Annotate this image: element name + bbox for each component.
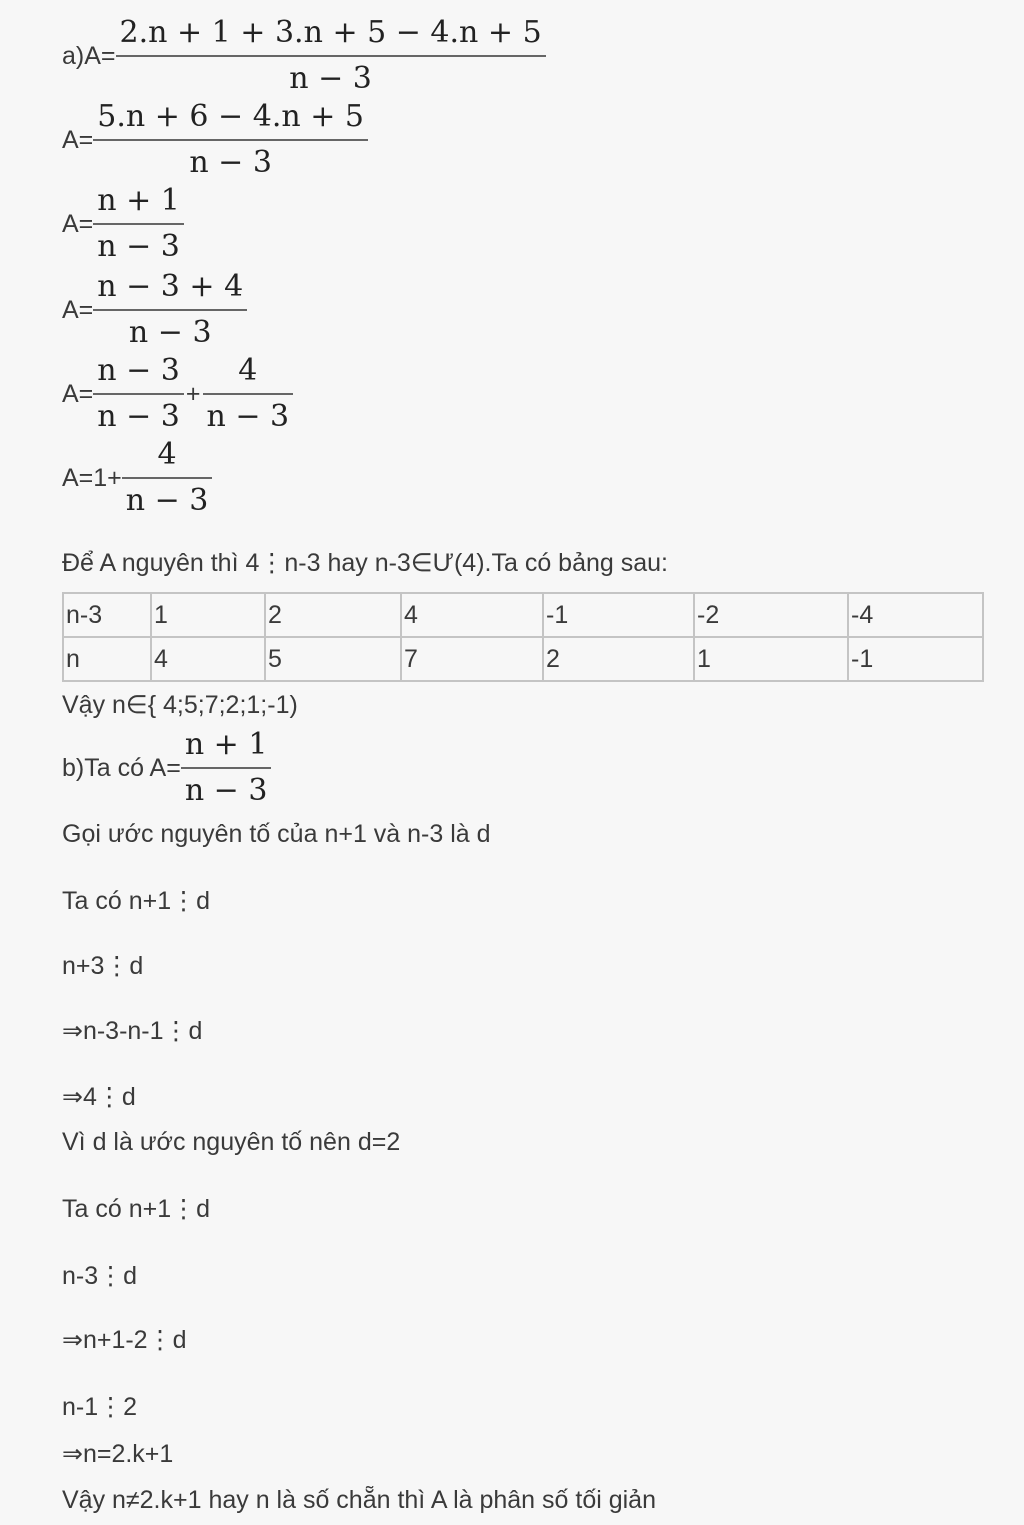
table-row bbox=[63, 593, 983, 637]
equation-lhs: a)A= bbox=[62, 41, 116, 70]
table-cell: -1 bbox=[543, 593, 694, 637]
conclusion-text: Vậy n∈{ 4;5;7;2;1;-1) bbox=[62, 691, 298, 719]
fraction-numerator: n − 3 bbox=[97, 353, 180, 388]
fraction-denominator: n − 3 bbox=[97, 229, 180, 264]
table-cell: 7 bbox=[401, 637, 543, 681]
fraction-denominator: n − 3 bbox=[128, 315, 212, 350]
fraction-numerator: 4 bbox=[238, 353, 258, 388]
fraction-denominator: n − 3 bbox=[125, 483, 209, 518]
fraction-bar bbox=[93, 223, 184, 225]
equation-lhs: A=1+ bbox=[62, 463, 122, 492]
fraction-bar bbox=[93, 139, 368, 141]
plus-sign: + bbox=[185, 379, 201, 408]
equation-step-3 bbox=[62, 182, 184, 266]
text-line: n+3⋮d bbox=[62, 952, 144, 980]
fraction bbox=[93, 268, 247, 352]
text-line: Ta có n+1⋮d bbox=[62, 1195, 211, 1223]
equation-part-b bbox=[62, 726, 271, 810]
fraction bbox=[116, 14, 546, 98]
fraction bbox=[122, 436, 213, 520]
table-cell: 1 bbox=[151, 593, 265, 637]
table-cell: n bbox=[63, 637, 151, 681]
fraction bbox=[93, 352, 184, 436]
fraction-bar bbox=[93, 393, 184, 395]
fraction-numerator: 5.n + 6 − 4.n + 5 bbox=[97, 99, 364, 134]
table-cell: 4 bbox=[151, 637, 265, 681]
equation-split bbox=[62, 352, 293, 436]
text-line: Vì d là ước nguyên tố nên d=2 bbox=[62, 1128, 401, 1156]
text-line: n-1⋮2 bbox=[62, 1393, 138, 1421]
fraction-bar bbox=[122, 477, 213, 479]
text-line: Ta có n+1⋮d bbox=[62, 887, 211, 915]
fraction-numerator: 4 bbox=[157, 437, 177, 472]
table-cell: 5 bbox=[265, 637, 401, 681]
equation-step-2 bbox=[62, 98, 368, 182]
table-cell: 2 bbox=[265, 593, 401, 637]
table-cell: -4 bbox=[848, 593, 983, 637]
fraction bbox=[93, 98, 368, 182]
condition-text: Để A nguyên thì 4⋮n-3 hay n-3∈Ư(4).Ta có bảng sau: bbox=[62, 549, 668, 577]
equation-lhs: A= bbox=[62, 209, 94, 238]
fraction-bar bbox=[93, 309, 247, 311]
table-cell: 1 bbox=[694, 637, 848, 681]
text-line: Vậy n≠2.k+1 hay n là số chẵn thì A là phân số tối giản bbox=[62, 1486, 656, 1514]
fraction-numerator: n − 3 + 4 bbox=[97, 269, 244, 304]
equation-final bbox=[62, 436, 212, 520]
table-cell: n-3 bbox=[63, 593, 151, 637]
fraction-bar bbox=[181, 767, 272, 769]
equation-lhs: A= bbox=[62, 379, 94, 408]
text-line: ⇒4⋮d bbox=[62, 1083, 136, 1111]
fraction-denominator: n − 3 bbox=[289, 61, 372, 96]
fraction-bar bbox=[203, 393, 294, 395]
fraction-denominator: n − 3 bbox=[184, 773, 268, 808]
equation-step-1 bbox=[62, 14, 546, 98]
equation-lhs: b)Ta có A= bbox=[62, 753, 181, 782]
text-line: ⇒n-3-n-1⋮d bbox=[62, 1017, 203, 1045]
table-row bbox=[63, 637, 983, 681]
table-cell: -1 bbox=[848, 637, 983, 681]
fraction-denominator: n − 3 bbox=[189, 145, 272, 180]
equation-step-4 bbox=[62, 268, 247, 352]
fraction bbox=[181, 726, 272, 810]
text-line: ⇒n+1-2⋮d bbox=[62, 1326, 187, 1354]
table-cell: 4 bbox=[401, 593, 543, 637]
fraction bbox=[203, 352, 294, 436]
table-cell: 2 bbox=[543, 637, 694, 681]
values-table bbox=[62, 592, 984, 682]
fraction-numerator: n + 1 bbox=[184, 727, 268, 762]
fraction-denominator: n − 3 bbox=[97, 399, 180, 434]
text-line: Gọi ước nguyên tố của n+1 và n-3 là d bbox=[62, 820, 491, 848]
equation-lhs: A= bbox=[62, 295, 94, 324]
table-cell: -2 bbox=[694, 593, 848, 637]
fraction-numerator: 2.n + 1 + 3.n + 5 − 4.n + 5 bbox=[119, 15, 542, 50]
text-line: ⇒n=2.k+1 bbox=[62, 1440, 174, 1468]
fraction-denominator: n − 3 bbox=[206, 399, 290, 434]
fraction-bar bbox=[116, 55, 546, 57]
fraction bbox=[93, 182, 184, 266]
fraction-numerator: n + 1 bbox=[97, 183, 180, 218]
text-line: n-3⋮d bbox=[62, 1262, 138, 1290]
equation-lhs: A= bbox=[62, 125, 94, 154]
